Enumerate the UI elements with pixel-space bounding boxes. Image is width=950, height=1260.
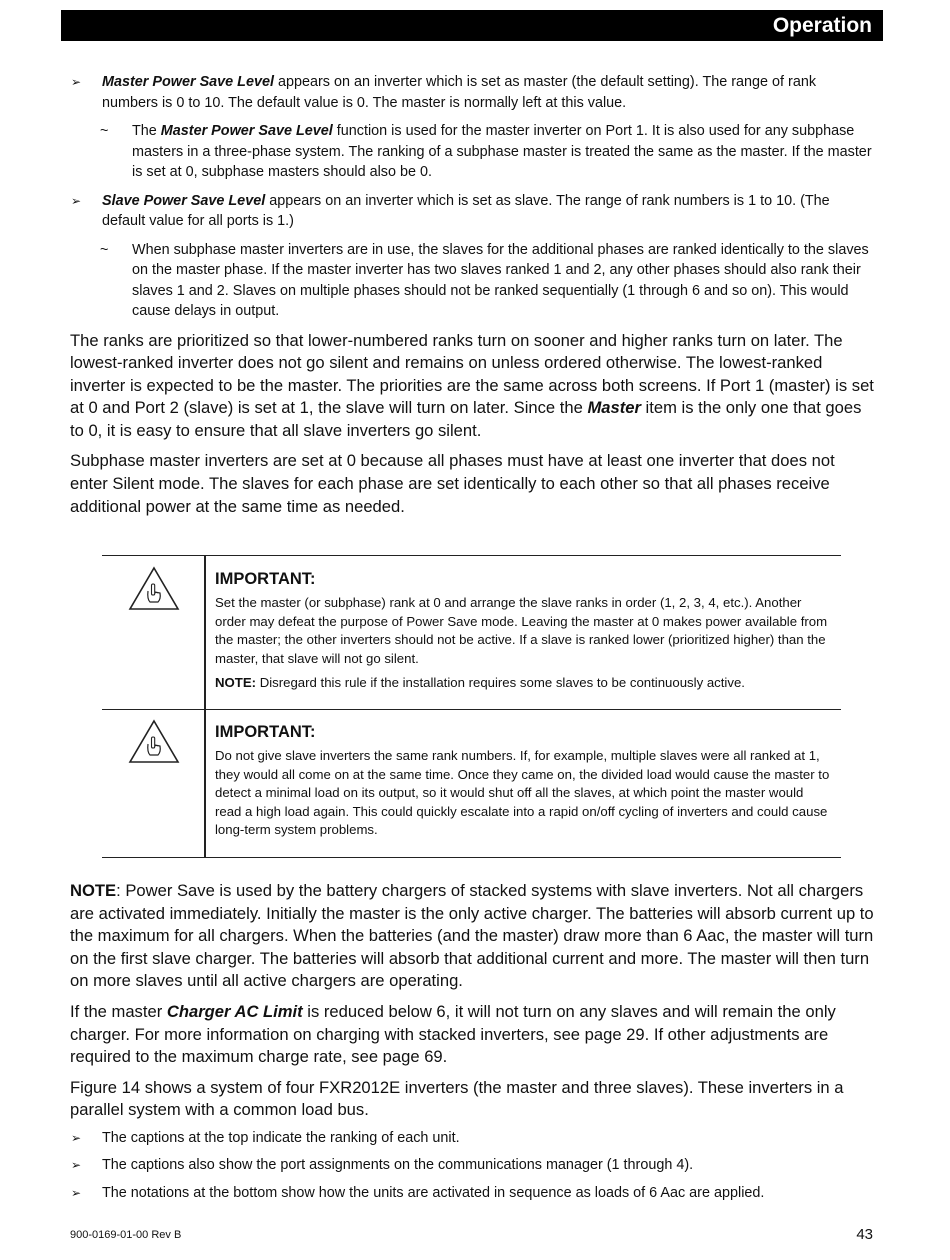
sub-bullet-subphase: [70, 240, 876, 322]
warning-hand-icon: [128, 719, 180, 765]
arrowhead-bullet-icon: ➢: [71, 75, 82, 89]
list-item: ➢ The captions also show the port assignments on the communications manager (1 through 4).: [70, 1155, 876, 1176]
bullet-master-power-save: [70, 72, 876, 113]
important-box-2: [215, 721, 833, 840]
tilde-sub-bullet-icon: ~: [100, 241, 109, 258]
important-box-1: [215, 568, 833, 693]
term-master-power-save-level: Master Power Save Level: [102, 74, 274, 90]
paragraph-figure-14: Figure 14 shows a system of four FXR2012E inverters (the master and three slaves). These inverters in a parallel system with a common load bus.: [70, 1077, 844, 1120]
term-master-power-save-level: Master Power Save Level: [160, 123, 333, 139]
term-slave-power-save-level: Slave Power Save Level: [102, 192, 266, 209]
paragraph-subphase: Subphase master inverters are set at 0 because all phases must have at least one inverter that does not enter Silent mode. The slaves for each phase are set identically to each other so that all phases receive additional power at the same time as needed.: [70, 451, 835, 516]
paragraph-ranks: The ranks are prioritized so that lower-numbered ranks turn on sooner and higher ranks turn on later. The lowest-ranked inverter does not go silent and remains on unless ordered otherwise. The lowest-ranked inverter is expected to be the master. The priorities are the same across both screens. If Port 1 (master) is set at 0 and Port 2 (slave) is set at 1, the slave will turn on later. Since the Master item is the only one that goes to 0, it is easy to ensure that all slave inverters go silent.: [70, 330, 874, 440]
important-title: IMPORTANT:: [215, 570, 316, 588]
arrowhead-bullet-icon: ➢: [71, 1130, 82, 1145]
term-charger-ac-limit: Charger AC Limit: [166, 1001, 303, 1021]
sub-bullet-text: When subphase master inverters are in use, the slaves for the additional phases are ranked identically to the slaves on the master phase. If the master inverter has two slaves ranked 1 and 2, any other phases should also rank their slaves 1 and 2. Slaves on multiple phases should not be ranked sequentially (1 through 6 and so on). This would cause delays in output.: [132, 241, 869, 319]
important-body: Do not give slave inverters the same rank numbers. If, for example, multiple slaves were all ranked at 1, they would all come on at the same time. Once they came on, the divided load would cause the master to detect a minimal load on its output, so it would shut off all the slaves, at which point the master would read a high load again. This could quickly escalate into a rapid on/off cycling of inverters and could cause long-term system problems.: [215, 748, 830, 837]
section-header-bar: [61, 10, 883, 41]
sub-bullet-text: function is used for the master inverter on Port 1. It is also used for any subphase masters in a three-phase system. The ranking of a subphase master is treated the same as the master. If the master is set at 0, subphase masters should also be 0.: [132, 123, 872, 180]
note-text: Disregard this rule if the installation requires some slaves to be continuously active.: [256, 675, 745, 690]
table-divider: [204, 556, 206, 857]
bullet-text: appears on an inverter which is set as slave. The range of rank numbers is 1 to 10. (The default value for all ports is 1.): [102, 192, 830, 229]
section-title: Operation: [772, 14, 872, 37]
tilde-sub-bullet-icon: ~: [100, 123, 109, 139]
arrowhead-bullet-icon: ➢: [71, 1185, 82, 1200]
warning-hand-icon: [128, 566, 180, 612]
page-content: [70, 72, 876, 518]
document-number: 900-0169-01-00 Rev B: [70, 1229, 182, 1241]
page-content-lower: [70, 880, 876, 1203]
paragraph-charger-limit: If the master Charger AC Limit is reduced below 6, it will not turn on any slaves and will remain the only charger. For more information on charging with stacked inverters, see page 29. If other adjustments are required to the maximum charge rate, see page 69.: [70, 1001, 836, 1067]
paragraph-note: NOTE: Power Save is used by the battery chargers of stacked systems with slave inverters. Not all chargers are activated immediately. Initially the master is the only active charger. The batteries will absorb current up to the maximum for all chargers. When the batteries (and the master) draw more than 6 Aac, the master will turn on the first slave charger. The batteries will absorb that additional current and more. The master will then turn on more slaves until all active chargers are operating.: [70, 881, 874, 991]
list-item: ➢ The notations at the bottom show how the units are activated in sequence as loads of 6 Aac are applied.: [70, 1183, 876, 1204]
page-number: 43: [856, 1226, 873, 1243]
term-master: Master: [587, 398, 641, 418]
table-divider: [102, 709, 841, 710]
bullet-slave-power-save: [70, 191, 876, 232]
arrowhead-bullet-icon: ➢: [71, 1158, 82, 1173]
important-note: [215, 674, 833, 693]
arrowhead-bullet-icon: ➢: [71, 193, 82, 208]
important-title: IMPORTANT:: [215, 723, 316, 741]
list-item: ➢ The captions at the top indicate the ranking of each unit.: [70, 1128, 876, 1149]
note-label: NOTE:: [215, 675, 257, 690]
bullet-text: appears on an inverter which is set as master (the default setting). The range of rank numbers is 0 to 10. The default value is 0. The master is normally left at this value.: [102, 74, 817, 111]
sub-bullet-master: ~ The Master Power Save Level function is used for the master inverter on Port 1. It is also used for any subphase masters in a three-phase system. The ranking of a subphase master is treated the same as the master. If the master is set at 0, subphase masters should also be 0.: [100, 123, 872, 180]
important-notices-table: [102, 555, 841, 858]
note-label: NOTE: [70, 881, 117, 900]
important-body: Set the master (or subphase) rank at 0 and arrange the slave ranks in order (1, 2, 3, 4, etc.). Another order may defeat the purpose of Power Save mode. Leaving the master at 0 makes power available from the master; the other inverters should not be active. If a slave is ranked lower (prioritized higher) than the master, that slave will not go silent.: [215, 595, 828, 666]
